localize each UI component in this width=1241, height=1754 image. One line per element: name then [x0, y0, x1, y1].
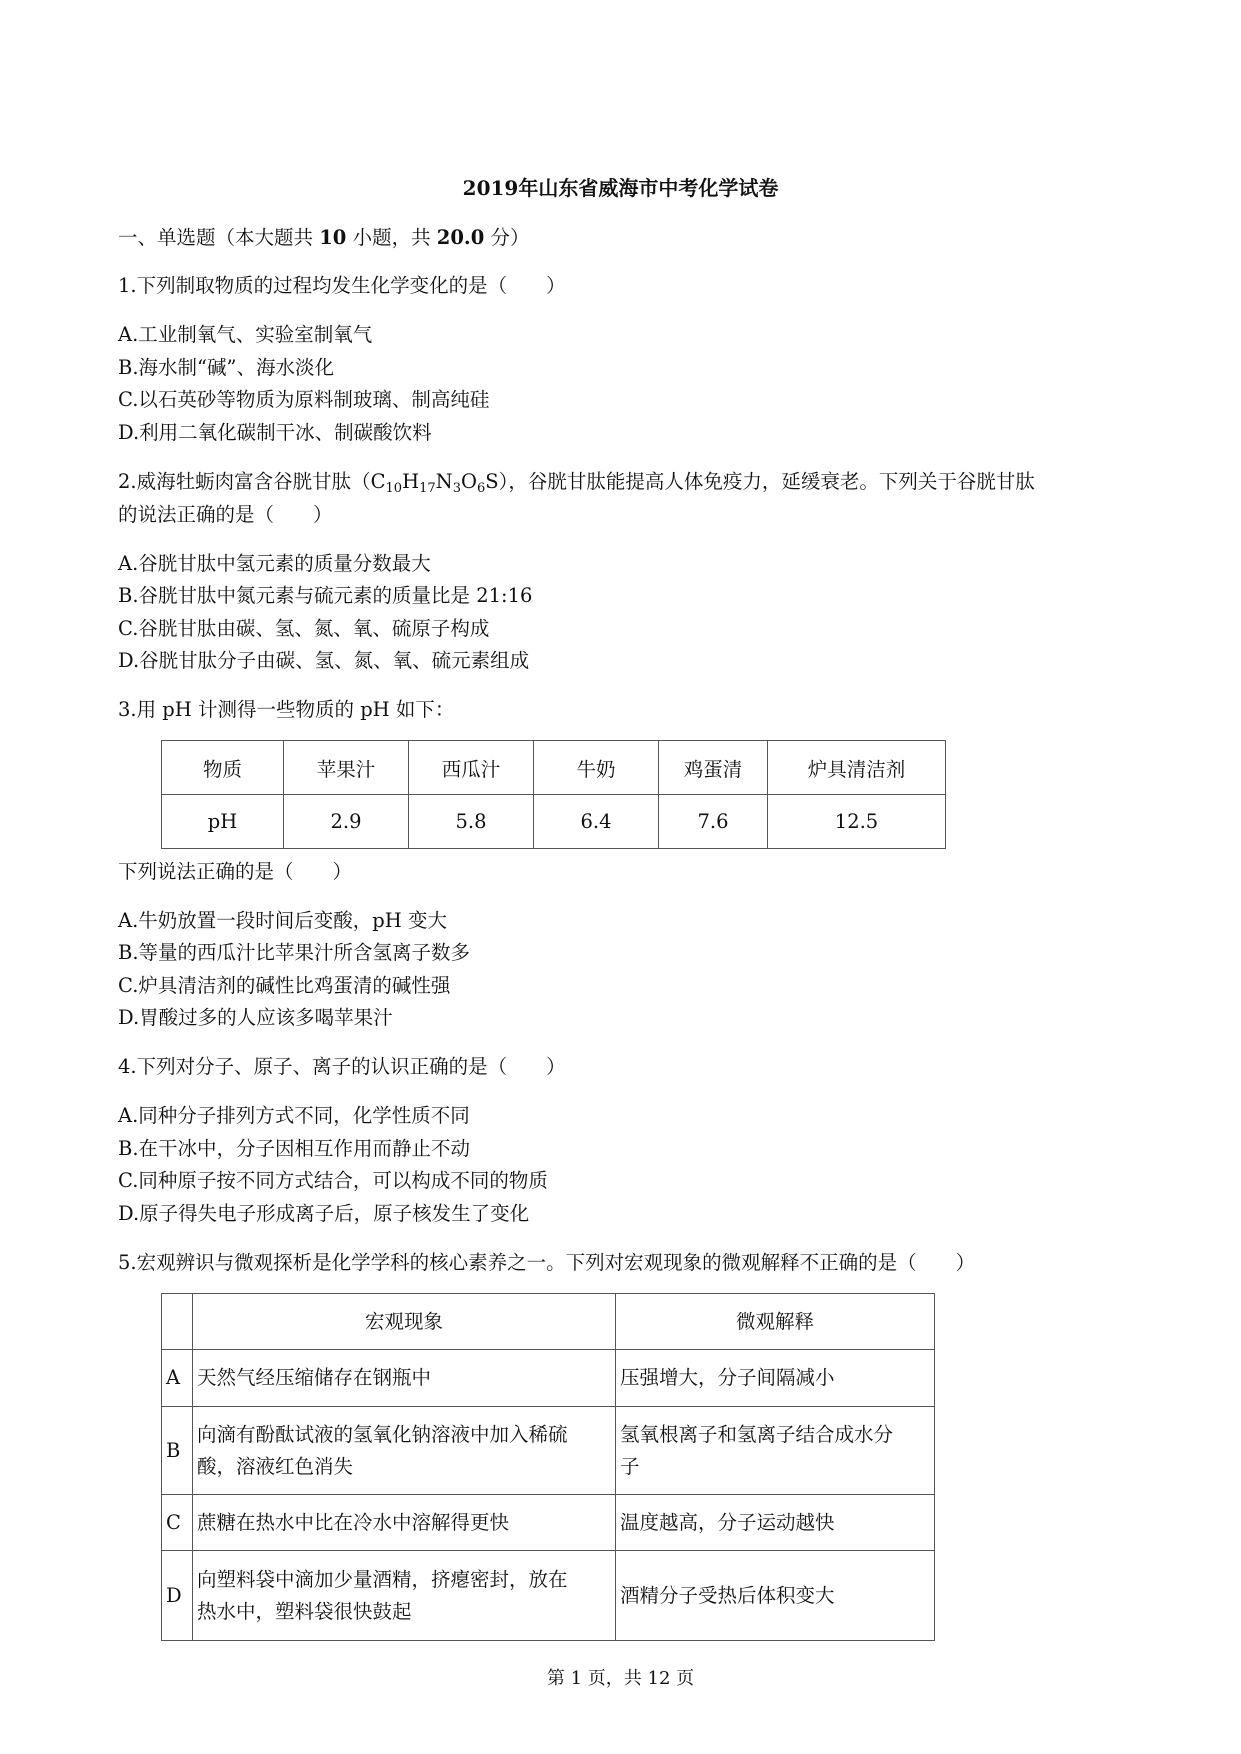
- macro-cell: 向塑料袋中滴加少量酒精，挤瘪密封，放在 热水中，塑料袋很快鼓起: [193, 1551, 616, 1641]
- micro-cell: 氢氧根离子和氢离子结合成水分 子: [616, 1407, 935, 1495]
- table-row: [162, 1551, 935, 1641]
- ph-table-value-row: [162, 795, 946, 849]
- table-cell: 7.6: [659, 795, 768, 849]
- table-cell: 炉具清洁剂: [768, 741, 946, 795]
- question-1-stem: 1.下列制取物质的过程均发生化学变化的是（ ）: [118, 274, 566, 297]
- question-3-prompt: 下列说法正确的是（ ）: [118, 860, 353, 883]
- macro-cell: 天然气经压缩储存在钢瓶中: [193, 1350, 616, 1407]
- question-2-option-a: A.谷胱甘肽中氢元素的质量分数最大: [118, 552, 431, 575]
- question-3-option-b: B.等量的西瓜汁比苹果汁所含氢离子数多: [118, 941, 471, 964]
- micro-table-header-row: [162, 1294, 935, 1350]
- table-cell: 苹果汁: [284, 741, 409, 795]
- question-1-option-a: A.工业制氧气、实验室制氧气: [118, 323, 373, 346]
- micro-cell: 酒精分子受热后体积变大: [616, 1551, 935, 1641]
- question-2-option-c: C.谷胱甘肽由碳、氢、氮、氧、硫原子构成: [118, 617, 490, 640]
- table-cell: [162, 1294, 193, 1350]
- section-heading: 一、单选题（本大题共 10 小题，共 20.0 分）: [118, 226, 530, 249]
- question-2-option-d: D.谷胱甘肽分子由碳、氢、氮、氧、硫元素组成: [118, 649, 530, 672]
- question-1-option-d: D.利用二氧化碳制干冰、制碳酸饮料: [118, 421, 432, 444]
- question-4-option-a: A.同种分子排列方式不同，化学性质不同: [118, 1104, 470, 1127]
- question-2-stem-line2: 的说法正确的是（ ）: [118, 503, 333, 526]
- question-3-option-a: A.牛奶放置一段时间后变酸，pH 变大: [118, 909, 447, 932]
- table-cell: 宏观现象: [193, 1294, 616, 1350]
- micro-cell: 压强增大，分子间隔减小: [616, 1350, 935, 1407]
- table-cell: 2.9: [284, 795, 409, 849]
- question-3-option-d: D.胃酸过多的人应该多喝苹果汁: [118, 1006, 393, 1029]
- table-cell: 5.8: [409, 795, 534, 849]
- table-cell: pH: [162, 795, 284, 849]
- table-cell: 微观解释: [616, 1294, 935, 1350]
- page-title: 2019年山东省威海市中考化学试卷: [462, 176, 779, 200]
- question-1-option-c: C.以石英砂等物质为原料制玻璃、制高纯硅: [118, 388, 490, 411]
- table-row: [162, 1495, 935, 1551]
- question-4-stem: 4.下列对分子、原子、离子的认识正确的是（ ）: [118, 1055, 566, 1078]
- question-3-option-c: C.炉具清洁剂的碱性比鸡蛋清的碱性强: [118, 974, 451, 997]
- question-4-option-d: D.原子得失电子形成离子后，原子核发生了变化: [118, 1202, 530, 1225]
- page-footer: 第 1 页，共 12 页: [546, 1668, 695, 1689]
- question-2-option-b: B.谷胱甘肽中氮元素与硫元素的质量比是 21:16: [118, 584, 533, 607]
- question-4-option-c: C.同种原子按不同方式结合，可以构成不同的物质: [118, 1169, 548, 1192]
- question-1-option-b: B.海水制“碱”、海水淡化: [118, 356, 334, 379]
- row-label: B: [162, 1407, 193, 1495]
- table-row: [162, 1407, 935, 1495]
- table-cell: 物质: [162, 741, 284, 795]
- ph-table: [161, 740, 946, 849]
- table-cell: 牛奶: [534, 741, 659, 795]
- question-4-option-b: B.在干冰中，分子因相互作用而静止不动: [118, 1137, 471, 1160]
- row-label: A: [162, 1350, 193, 1407]
- macro-cell: 向滴有酚酞试液的氢氧化钠溶液中加入稀硫 酸，溶液红色消失: [193, 1407, 616, 1495]
- question-3-stem: 3.用 pH 计测得一些物质的 pH 如下：: [118, 698, 455, 721]
- micro-explanation-table: [161, 1293, 935, 1641]
- table-cell: 鸡蛋清: [659, 741, 768, 795]
- micro-cell: 温度越高，分子运动越快: [616, 1495, 935, 1551]
- row-label: D: [162, 1551, 193, 1641]
- question-5-stem: 5.宏观辨识与微观探析是化学学科的核心素养之一。下列对宏观现象的微观解释不正确的是（ ）: [118, 1251, 976, 1274]
- ph-table-header-row: [162, 741, 946, 795]
- table-cell: 12.5: [768, 795, 946, 849]
- table-cell: 6.4: [534, 795, 659, 849]
- macro-cell: 蔗糖在热水中比在冷水中溶解得更快: [193, 1495, 616, 1551]
- question-2-stem: 2.威海牡蛎肉富含谷胱甘肽$(C_{10}H_{17}N_3O_6S)$，谷胱甘肽能提高人体免疫力，延缓衰老。下列关于谷胱甘肽: [118, 470, 1035, 496]
- table-row: [162, 1350, 935, 1407]
- row-label: C: [162, 1495, 193, 1551]
- table-cell: 西瓜汁: [409, 741, 534, 795]
